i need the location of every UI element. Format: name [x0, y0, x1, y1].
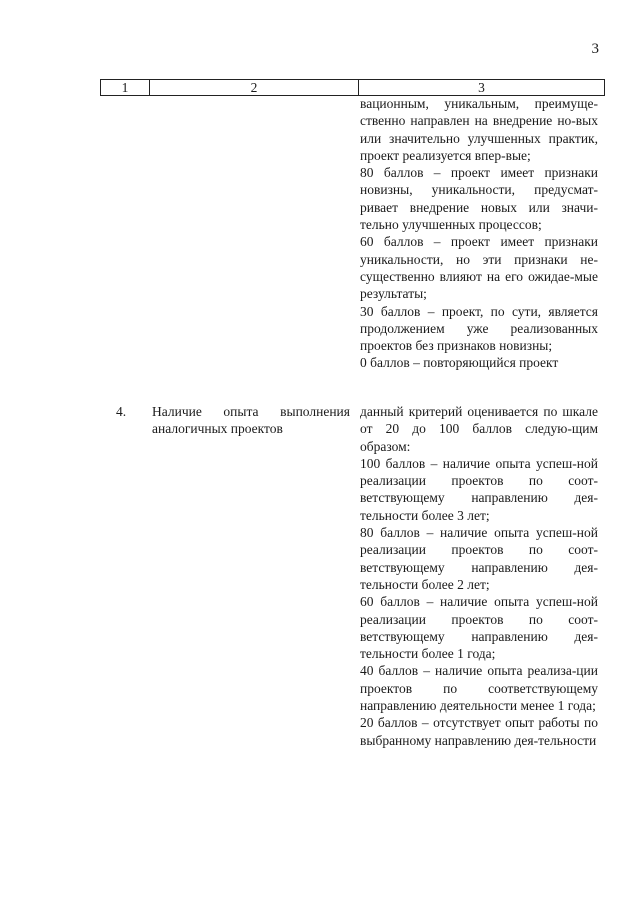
header-col-2: 2: [150, 80, 359, 96]
criterion-description: [360, 403, 598, 749]
table-header: [100, 79, 605, 96]
header-col-3: 3: [359, 80, 605, 96]
table-header-row: [101, 80, 605, 96]
continuation-paragraph: 0 баллов – повторяющийся проект: [360, 355, 559, 371]
page-number: 3: [591, 41, 599, 57]
continuation-paragraph: 60 баллов – проект имеет признаки уникальности, но эти признаки не-существенно влияют на его ожидае-мые результаты;: [360, 234, 598, 302]
criterion-name: Наличие опыта выполнения аналогичных проектов: [152, 404, 350, 437]
description-paragraph: 100 баллов – наличие опыта успеш-ной реализации проектов по соот-ветствующему направлению дея-тельности более 3 лет;: [360, 455, 598, 523]
continuation-text: [360, 95, 598, 372]
continuation-paragraph: 30 баллов – проект, по сути, является продолжением уже реализованных проектов без признаков новизны;: [360, 303, 598, 354]
description-paragraph: 40 баллов – наличие опыта реализа-ции проектов по соответствующему направлению деятельности менее 1 года;: [360, 663, 598, 714]
description-paragraph: 60 баллов – наличие опыта успеш-ной реализации проектов по соот-ветствующему направлению дея-тельности более 1 года;: [360, 594, 598, 662]
header-col-1: 1: [101, 80, 150, 96]
description-paragraph: 20 баллов – отсутствует опыт работы по выбранному направлению дея-тельности: [360, 715, 598, 748]
row-number: 4.: [116, 404, 127, 419]
continuation-paragraph: вационным, уникальным, преимуще-ственно направлен на внедрение но-вых или значительно улучшенных практик, проект реализуется впер-вые;: [360, 96, 598, 163]
continuation-paragraph: 80 баллов – проект имеет признаки новизны, уникальности, предусмат-ривает внедрение новых или значи-тельно улучшенных процессов;: [360, 165, 598, 233]
description-paragraph: данный критерий оценивается по шкале от 20 до 100 баллов следую-щим образом:: [360, 404, 598, 454]
description-paragraph: 80 баллов – наличие опыта успеш-ной реализации проектов по соот-ветствующему направлению дея-тельности более 2 лет;: [360, 525, 598, 592]
